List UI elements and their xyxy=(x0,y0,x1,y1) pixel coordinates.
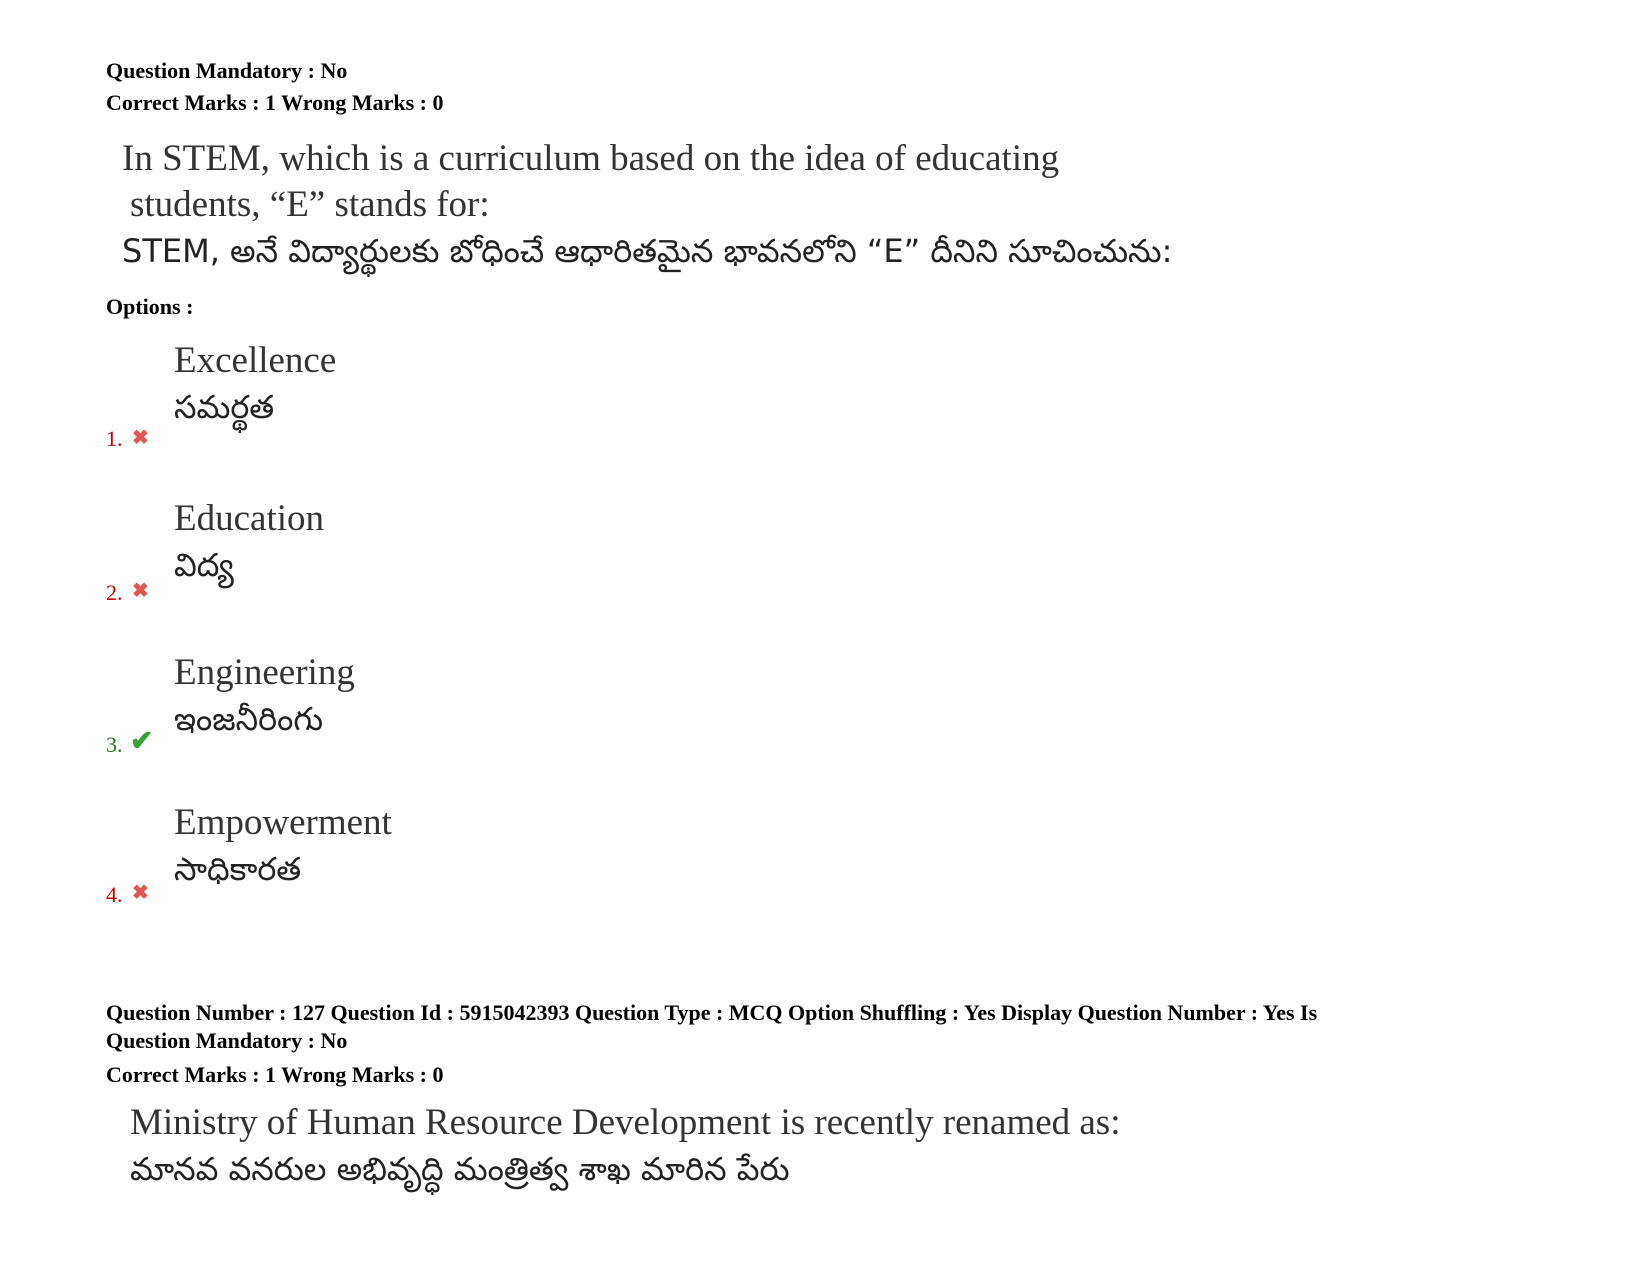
option-4-te: సాధికారత xyxy=(174,850,302,888)
option-1-text xyxy=(174,338,336,430)
cross-icon: ✖ xyxy=(132,882,149,904)
question-text xyxy=(122,136,1172,274)
option-2-te: విద్య xyxy=(174,546,234,584)
question-text xyxy=(130,1100,1121,1192)
cross-icon: ✖ xyxy=(132,580,149,602)
option-2-number: 2. xyxy=(106,580,123,605)
option-1-en: Excellence xyxy=(174,340,337,381)
question-header-line2: Question Mandatory : No xyxy=(106,1028,348,1053)
question-text-te xyxy=(122,228,1172,274)
options-label: Options : xyxy=(106,294,194,319)
question-text-te-line: మానవ వనరుల అభివృద్ధి మంత్రిత్వ శాఖ మారిన పేరు xyxy=(130,1150,790,1188)
option-4-number: 4. xyxy=(106,882,123,907)
option-3-te: ఇంజనీరింగు xyxy=(174,700,324,738)
question-marks: Correct Marks : 1 Wrong Marks : 0 xyxy=(106,1062,444,1087)
question-text-en: Ministry of Human Resource Development is recently renamed as: xyxy=(130,1102,1121,1143)
option-4-en: Empowerment xyxy=(174,802,392,843)
option-3-number: 3. xyxy=(106,732,123,757)
option-4-text xyxy=(174,800,392,892)
option-2-text xyxy=(174,496,324,588)
option-1-te: సమర్థత xyxy=(174,388,275,426)
option-2-en: Education xyxy=(174,498,325,539)
check-icon: ✔ xyxy=(130,726,154,757)
question-text-te-line: STEM, అనే విద్యార్థులకు బోధించే ఆధారితమైన భావనలోని “E” దీనిని సూచించును: xyxy=(122,232,1173,270)
question-text-en-line1: In STEM, which is a curriculum based on the idea of educating xyxy=(122,138,1060,179)
question-header-line1: Question Number : 127 Question Id : 5915042393 Question Type : MCQ Option Shuffling : Yes Display Question Number : Yes Is xyxy=(106,1000,1318,1025)
question-marks: Correct Marks : 1 Wrong Marks : 0 xyxy=(106,90,444,115)
question-mandatory: Question Mandatory : No xyxy=(106,58,348,83)
option-1-number: 1. xyxy=(106,426,123,451)
question-text-en-line2: students, “E” stands for: xyxy=(130,184,490,225)
cross-icon: ✖ xyxy=(132,427,149,449)
option-3-en: Engineering xyxy=(174,652,355,693)
option-3-text xyxy=(174,650,355,742)
question-text-te xyxy=(130,1146,1121,1192)
